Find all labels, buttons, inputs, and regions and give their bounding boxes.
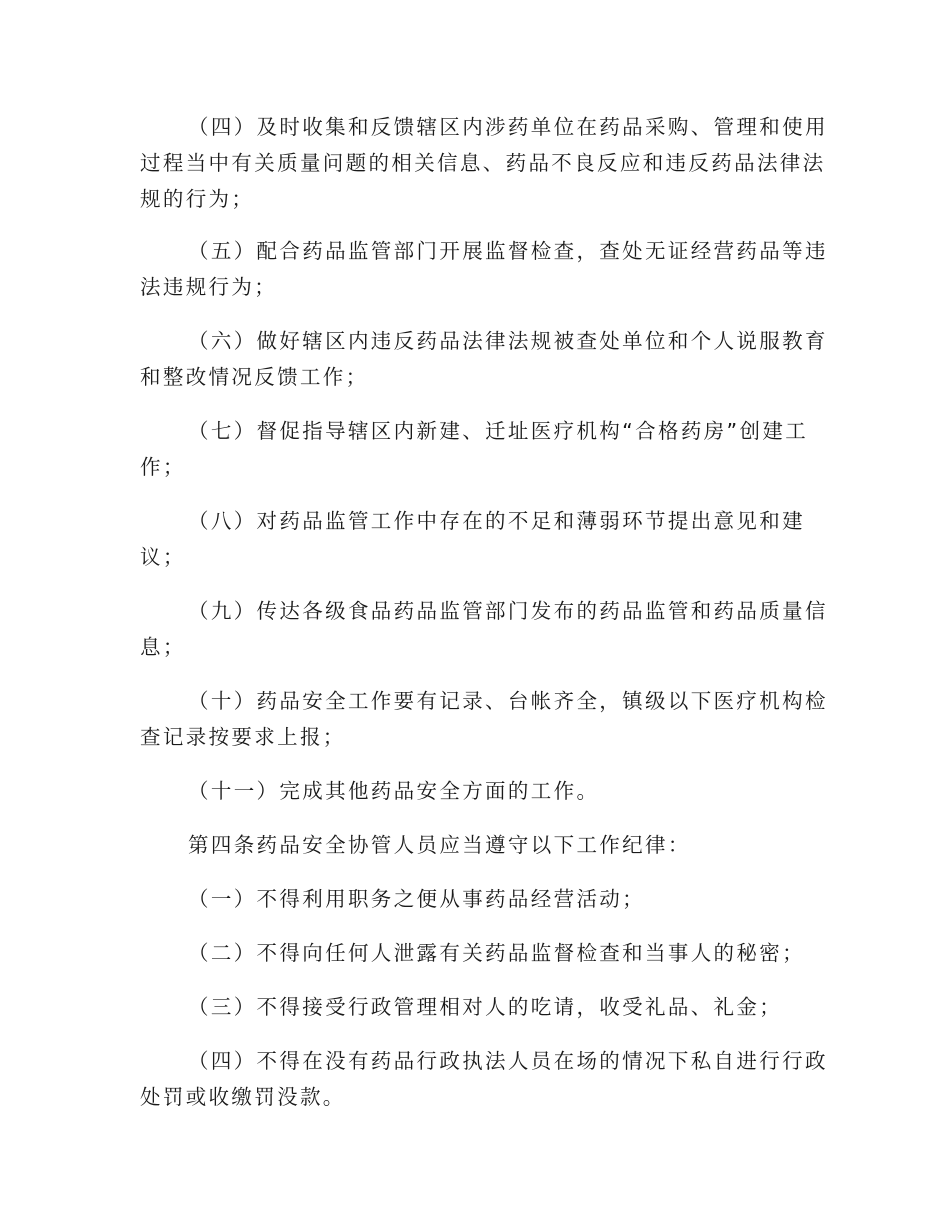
text-line: （二）不得向任何人泄露有关药品监督检查和当事人的秘密；: [188, 941, 805, 965]
paragraph-item-7: [140, 413, 810, 485]
text-line: （八）对药品监管工作中存在的不足和薄弱环节提出意见和建: [188, 509, 805, 533]
text-line: 和整改情况反馈工作；: [140, 365, 369, 389]
paragraph-item-9: [140, 593, 828, 665]
article-4-heading: [140, 827, 810, 863]
text-line: 第四条药品安全协管人员应当遵守以下工作纪律：: [188, 833, 691, 857]
paragraph-item-10: [140, 683, 828, 755]
text-line: （十一）完成其他药品安全方面的工作。: [188, 779, 600, 803]
text-line: （七）督促指导辖区内新建、迁址医疗机构“合格药房”创建工: [188, 419, 809, 443]
text-line: （十）药品安全工作要有记录、台帐齐全，镇级以下医疗机构检: [188, 689, 828, 713]
discipline-item-2: [140, 935, 810, 971]
text-line: 作；: [140, 455, 186, 479]
paragraph-item-11: [140, 773, 810, 809]
paragraph-item-5: [140, 233, 828, 305]
text-line: 法违规行为；: [140, 275, 278, 299]
text-line: 规的行为；: [140, 187, 255, 211]
text-line: （四）不得在没有药品行政执法人员在场的情况下私自进行行政: [188, 1049, 828, 1073]
text-line: 处罚或收缴罚没款。: [140, 1085, 346, 1109]
discipline-item-3: [140, 989, 810, 1025]
discipline-item-1: [140, 881, 810, 917]
discipline-item-4: [140, 1043, 828, 1115]
text-line: （四）及时收集和反馈辖区内涉药单位在药品采购、管理和使用: [188, 115, 828, 139]
text-line: （六）做好辖区内违反药品法律法规被查处单位和个人说服教育: [188, 329, 828, 353]
paragraph-item-8: [140, 503, 810, 575]
text-line: 过程当中有关质量问题的相关信息、药品不良反应和违反药品法律法: [140, 151, 826, 175]
paragraph-item-4: [140, 109, 828, 217]
text-line: （三）不得接受行政管理相对人的吃请，收受礼品、礼金；: [188, 995, 783, 1019]
text-line: 查记录按要求上报；: [140, 725, 346, 749]
text-line: （九）传达各级食品药品监管部门发布的药品监管和药品质量信: [188, 599, 828, 623]
paragraph-item-6: [140, 323, 828, 395]
text-line: 议；: [140, 545, 186, 569]
text-line: （五）配合药品监管部门开展监督检查，查处无证经营药品等违: [188, 239, 828, 263]
text-line: （一）不得利用职务之便从事药品经营活动；: [188, 887, 645, 911]
text-line: 息；: [140, 635, 186, 659]
